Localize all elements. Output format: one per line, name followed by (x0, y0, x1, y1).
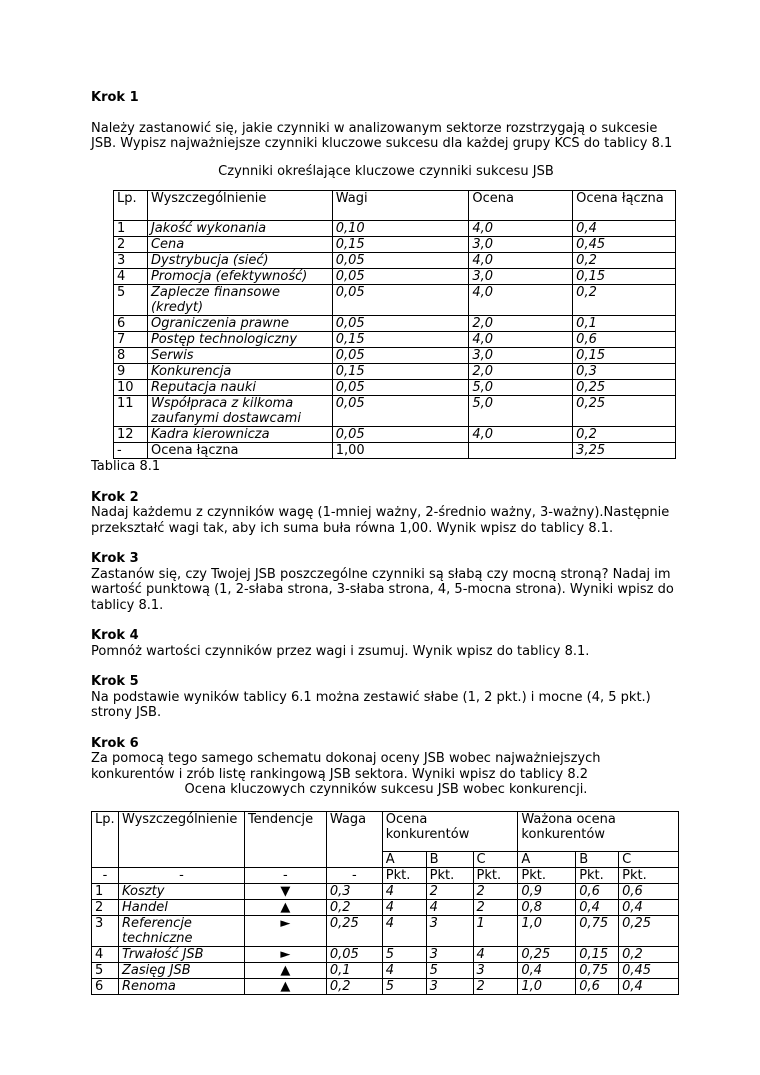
table1-cell: 0,05 (332, 253, 469, 269)
table1-cell: 5,0 (469, 396, 573, 427)
table2-cell: 0,4 (518, 962, 576, 978)
table2-cell: 3 (473, 962, 518, 978)
table1-cell: 0,15 (332, 332, 469, 348)
table2-cell: 3 (426, 946, 473, 962)
krok6-text: Za pomocą tego samego schematu dokonaj oceny JSB wobec najważniejszych konkurentów i zrób listę rankingową JSB sektora. Wyniki wpisz do tablicy 8.2 (91, 751, 601, 782)
krok5-text: Na podstawie wyników tablicy 6.1 można zestawić słabe (1, 2 pkt.) i mocne (4, 5 pkt.) strony JSB. (91, 689, 651, 720)
table1-header-cell: Wyszczególnienie (147, 191, 332, 221)
table1-cell: 1,00 (332, 443, 469, 459)
table2-row (92, 883, 679, 899)
krok3-text: Zastanów się, czy Twojej JSB poszczególne czynniki są słabą czy mocną stroną? Nadaj im wartość punktową (1, 2-słaba strona, 3-słaba strona, 4, 5-mocna strona). Wyniki wpisz do tablicy 8.1. (91, 566, 674, 613)
table2-cell: 2 (473, 978, 518, 994)
table1-row (114, 427, 676, 443)
table2-cell: 0,05 (326, 946, 382, 962)
table-8-2 (91, 811, 679, 995)
table1-cell: 11 (114, 396, 148, 427)
table1-cell: Cena (147, 237, 332, 253)
table2-pkt-cell: Pkt. (576, 867, 619, 883)
table2-cell: 0,6 (619, 883, 679, 899)
table2-cell: 0,45 (619, 962, 679, 978)
table-8-1 (113, 190, 676, 459)
table2-body (92, 883, 679, 994)
table2-pkt-cell: Pkt. (426, 867, 473, 883)
table2-letter-cell: C (619, 851, 679, 867)
table2-cell: 4 (426, 899, 473, 915)
table2-dash-cell: - (326, 867, 382, 883)
table2-row (92, 962, 679, 978)
table2-cell: 0,9 (518, 883, 576, 899)
table1-cell: Reputacja nauki (147, 380, 332, 396)
table2-letter-cell: A (382, 851, 426, 867)
table1-cell: 0,25 (573, 380, 676, 396)
table1-cell: 0,2 (573, 427, 676, 443)
table1-cell: 0,10 (332, 221, 469, 237)
table2-header-tendencje: Tendencje (244, 811, 326, 867)
table2-pkt-cell: Pkt. (473, 867, 518, 883)
table2-cell: 2 (473, 883, 518, 899)
table1-cell: Ograniczenia prawne (147, 316, 332, 332)
table2-dash-cell: - (118, 867, 244, 883)
table1-row (114, 380, 676, 396)
table1-cell: 0,05 (332, 285, 469, 316)
table2-cell: 6 (92, 978, 119, 994)
table2-cell: 1,0 (518, 978, 576, 994)
table2-cell: 3 (92, 915, 119, 946)
table1-row (114, 396, 676, 427)
table2-cell: ▼ (244, 883, 326, 899)
table2-letter-cell: B (576, 851, 619, 867)
table2-cell: 5 (382, 946, 426, 962)
table2-header-waga: Waga (326, 811, 382, 867)
table1-cell: Postęp technologiczny (147, 332, 332, 348)
table1-cell: 4,0 (469, 332, 573, 348)
table1-cell: 0,05 (332, 380, 469, 396)
table2-cell: 0,75 (576, 962, 619, 978)
krok2-heading: Krok 2 (91, 489, 139, 505)
table1-cell: 4 (114, 269, 148, 285)
table1-total-row (114, 443, 676, 459)
table1-cell: 6 (114, 316, 148, 332)
table2-pkt-row (92, 867, 679, 883)
table2-header-row (92, 811, 679, 851)
table2-cell: 4 (92, 946, 119, 962)
table1-row (114, 253, 676, 269)
table2-cell: 0,4 (619, 978, 679, 994)
table1-cell: 0,4 (573, 221, 676, 237)
table1-cell: Zaplecze finansowe (kredyt) (147, 285, 332, 316)
table1-header-cell: Wagi (332, 191, 469, 221)
table2-letter-cell: C (473, 851, 518, 867)
table1-row (114, 221, 676, 237)
table2-dash-cell: - (244, 867, 326, 883)
table2-cell: 2 (426, 883, 473, 899)
table1-cell: 3,0 (469, 269, 573, 285)
table1-cell (469, 443, 573, 459)
table1-title: Czynniki określające kluczowe czynniki sukcesu JSB (218, 163, 554, 179)
table2-row (92, 946, 679, 962)
table2-cell: Zasięg JSB (118, 962, 244, 978)
table1-cell: 0,15 (332, 237, 469, 253)
krok4-heading: Krok 4 (91, 628, 139, 643)
table1-cell: 2 (114, 237, 148, 253)
table1-header-row (114, 191, 676, 221)
table1-cell: 4,0 (469, 427, 573, 443)
table2-cell: 0,8 (518, 899, 576, 915)
table2-cell: 0,3 (326, 883, 382, 899)
table1-row (114, 348, 676, 364)
table1-cell: 0,05 (332, 348, 469, 364)
table1-cell: 7 (114, 332, 148, 348)
table1-cell: 9 (114, 364, 148, 380)
table1-cell: 3 (114, 253, 148, 269)
table2-title: Ocena kluczowych czynników sukcesu JSB wobec konkurencji. (184, 782, 588, 797)
table2-cell: 0,4 (619, 899, 679, 915)
table1-cell: Jakość wykonania (147, 221, 332, 237)
table2-cell: 4 (382, 962, 426, 978)
table2-letter-cell: B (426, 851, 473, 867)
table2-cell: 0,25 (326, 915, 382, 946)
krok4-text: Pomnóż wartości czynników przez wagi i zsumuj. Wynik wpisz do tablicy 8.1. (91, 643, 590, 659)
table2-cell: 4 (473, 946, 518, 962)
table1-cell: 8 (114, 348, 148, 364)
table2-cell: 0,25 (518, 946, 576, 962)
table2-cell: 3 (426, 915, 473, 946)
table2-letter-cell: A (518, 851, 576, 867)
table1-cell: 0,05 (332, 396, 469, 427)
table1-cell: 10 (114, 380, 148, 396)
table1-cell: 0,2 (573, 285, 676, 316)
table1-cell: 0,05 (332, 269, 469, 285)
table2-cell: 0,25 (619, 915, 679, 946)
table1-cell: - (114, 443, 148, 459)
table1-cell: 0,25 (573, 396, 676, 427)
table2-pkt-cell: Pkt. (619, 867, 679, 883)
table2-cell: 0,2 (326, 899, 382, 915)
krok2-text: Nadaj każdemu z czynników wagę (1-mniej ważny, 2-średnio ważny, 3-ważny).Następnie przekształć wagi tak, aby ich suma buła równa 1,00. Wynik wpisz do tablicy 8.1. (91, 505, 670, 536)
table1-cell: 5 (114, 285, 148, 316)
table2-cell: 1,0 (518, 915, 576, 946)
table2-cell: ▲ (244, 962, 326, 978)
table2-cell: 3 (426, 978, 473, 994)
table2-pkt-cell: Pkt. (382, 867, 426, 883)
table1-cell: Ocena łączna (147, 443, 332, 459)
table2-cell: 2 (473, 899, 518, 915)
table1-cell: 3,0 (469, 348, 573, 364)
table1-header-cell: Ocena łączna (573, 191, 676, 221)
table1-cell: 5,0 (469, 380, 573, 396)
table2-cell: 2 (92, 899, 119, 915)
table1-header-cell: Lp. (114, 191, 148, 221)
table2-cell: 1 (473, 915, 518, 946)
table2-cell: ▲ (244, 899, 326, 915)
krok1-heading: Krok 1 (91, 90, 139, 105)
table1-cell: 0,3 (573, 364, 676, 380)
table2-row (92, 899, 679, 915)
table1-cell: 0,15 (573, 348, 676, 364)
table2-cell: Referencje techniczne (118, 915, 244, 946)
table2-cell: 0,15 (576, 946, 619, 962)
table1-row (114, 237, 676, 253)
table1-cell: Kadra kierownicza (147, 427, 332, 443)
table1-cell: 2,0 (469, 316, 573, 332)
table2-cell: ► (244, 946, 326, 962)
table1-cell: 0,05 (332, 316, 469, 332)
table2-pkt-cell: Pkt. (518, 867, 576, 883)
table2-header-ocena: Ocena konkurentów (382, 811, 518, 851)
table1-row (114, 269, 676, 285)
table2-cell: 0,6 (576, 883, 619, 899)
table2-cell: 5 (426, 962, 473, 978)
table1-caption: Tablica 8.1 (91, 459, 161, 474)
table2-row (92, 915, 679, 946)
table1-cell: 0,15 (573, 269, 676, 285)
krok1-text: Należy zastanowić się, jakie czynniki w analizowanym sektorze rozstrzygają o sukcesie JSB. Wypisz najważniejsze czynniki kluczowe sukcesu dla każdej grupy KCS do tablicy 8.1 (91, 120, 673, 151)
table2-cell: 0,4 (576, 899, 619, 915)
table1-cell: Serwis (147, 348, 332, 364)
table1-cell: Promocja (efektywność) (147, 269, 332, 285)
table1-row (114, 364, 676, 380)
table2-header-wyszczegolnienie: Wyszczególnienie (118, 811, 244, 867)
table2-cell: Renoma (118, 978, 244, 994)
table1-cell: 3,0 (469, 237, 573, 253)
table2-row (92, 978, 679, 994)
table1-cell: 4,0 (469, 285, 573, 316)
table2-header-wazona: Ważona ocena konkurentów (518, 811, 679, 851)
table1-cell: Dystrybucja (sieć) (147, 253, 332, 269)
table2-cell: ► (244, 915, 326, 946)
table2-cell: 5 (382, 978, 426, 994)
table1-cell: 4,0 (469, 221, 573, 237)
krok6-heading: Krok 6 (91, 735, 139, 751)
table1-cell: 0,2 (573, 253, 676, 269)
table1-cell: 3,25 (573, 443, 676, 459)
table2-cell: 0,2 (619, 946, 679, 962)
krok5-heading: Krok 5 (91, 674, 139, 689)
table1-cell: 0,05 (332, 427, 469, 443)
table1-cell: Konkurencja (147, 364, 332, 380)
table2-dash-cell: - (92, 867, 119, 883)
document-page (91, 90, 681, 995)
table2-cell: Trwałość JSB (118, 946, 244, 962)
table1-cell: 4,0 (469, 253, 573, 269)
table1-row (114, 285, 676, 316)
table1-header-cell: Ocena (469, 191, 573, 221)
table1-row (114, 316, 676, 332)
table2-cell: 0,2 (326, 978, 382, 994)
table1-cell: 0,15 (332, 364, 469, 380)
table1-cell: 2,0 (469, 364, 573, 380)
table1-body (114, 221, 676, 443)
table2-cell: ▲ (244, 978, 326, 994)
table2-cell: 4 (382, 915, 426, 946)
table2-cell: 4 (382, 899, 426, 915)
table2-cell: 1 (92, 883, 119, 899)
table2-cell: 0,75 (576, 915, 619, 946)
table2-cell: 5 (92, 962, 119, 978)
table2-cell: 0,6 (576, 978, 619, 994)
table1-row (114, 332, 676, 348)
table1-cell: Współpraca z kilkoma zaufanymi dostawcami (147, 396, 332, 427)
table1-cell: 0,6 (573, 332, 676, 348)
table2-cell: 4 (382, 883, 426, 899)
table2-cell: 0,1 (326, 962, 382, 978)
krok3-heading: Krok 3 (91, 551, 139, 566)
table1-cell: 0,1 (573, 316, 676, 332)
table2-header-lp: Lp. (92, 811, 119, 867)
table1-cell: 1 (114, 221, 148, 237)
table1-cell: 12 (114, 427, 148, 443)
table2-cell: Handel (118, 899, 244, 915)
table1-cell: 0,45 (573, 237, 676, 253)
table2-cell: Koszty (118, 883, 244, 899)
